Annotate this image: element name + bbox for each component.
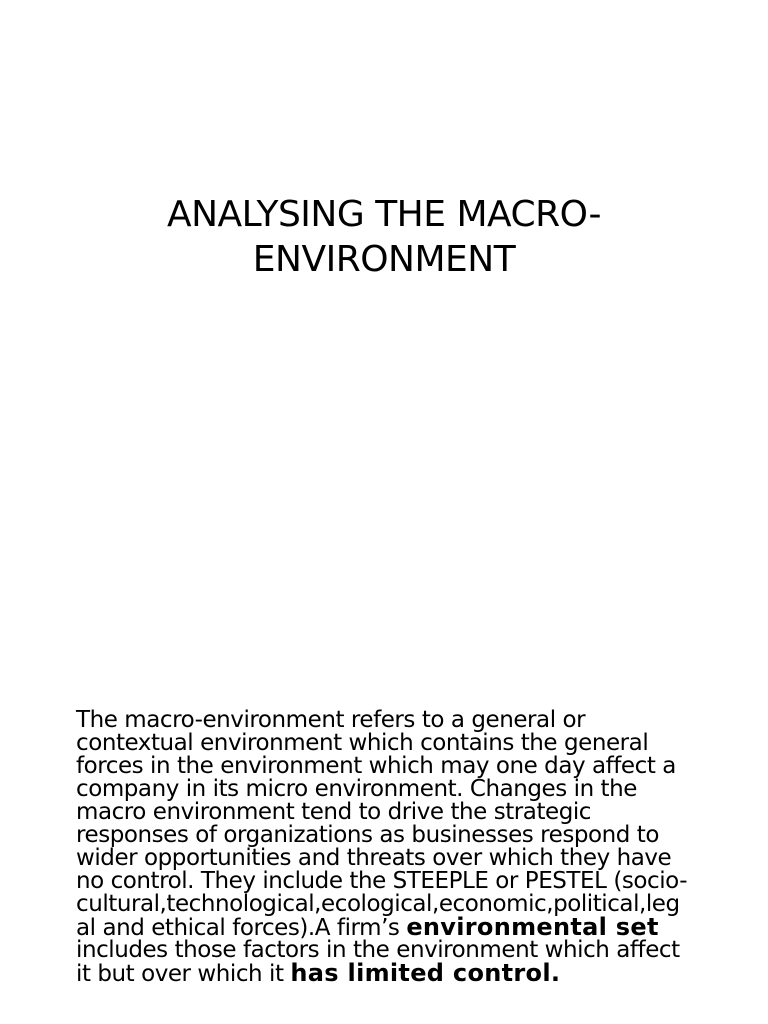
body-line: macro environment tend to drive the strategic: [76, 799, 592, 825]
body-line: The macro-environment refers to a general or: [76, 707, 586, 733]
body-line-prefix: al and ethical forces).A firm’s: [76, 915, 407, 941]
emphasis-limited-control: has limited control.: [290, 959, 561, 987]
body-line: contextual environment which contains the general: [76, 730, 649, 756]
body-line: company in its micro environment. Changes in the: [76, 776, 637, 802]
body-line-with-bold: [76, 959, 726, 987]
slide-title-line-2: ENVIRONMENT: [252, 239, 516, 280]
body-line: wider opportunities and threats over which they have: [76, 845, 672, 871]
body-line-with-bold: [76, 913, 726, 941]
slide-title: [60, 192, 708, 282]
body-paragraph: [76, 709, 726, 985]
body-line: responses of organizations as businesses respond to: [76, 822, 660, 848]
body-line: no control. They include the STEEPLE or PESTEL (socio-: [76, 868, 688, 894]
emphasis-environmental-set: environmental set: [406, 913, 659, 941]
body-line-prefix: it but over which it: [76, 961, 291, 987]
body-line: includes those factors in the environment which affect: [76, 937, 680, 963]
body-line: forces in the environment which may one day affect a: [76, 753, 676, 779]
slide-title-line-1: ANALYSING THE MACRO-: [167, 194, 601, 235]
body-line: cultural,technological,ecological,economic,political,leg: [76, 891, 680, 917]
